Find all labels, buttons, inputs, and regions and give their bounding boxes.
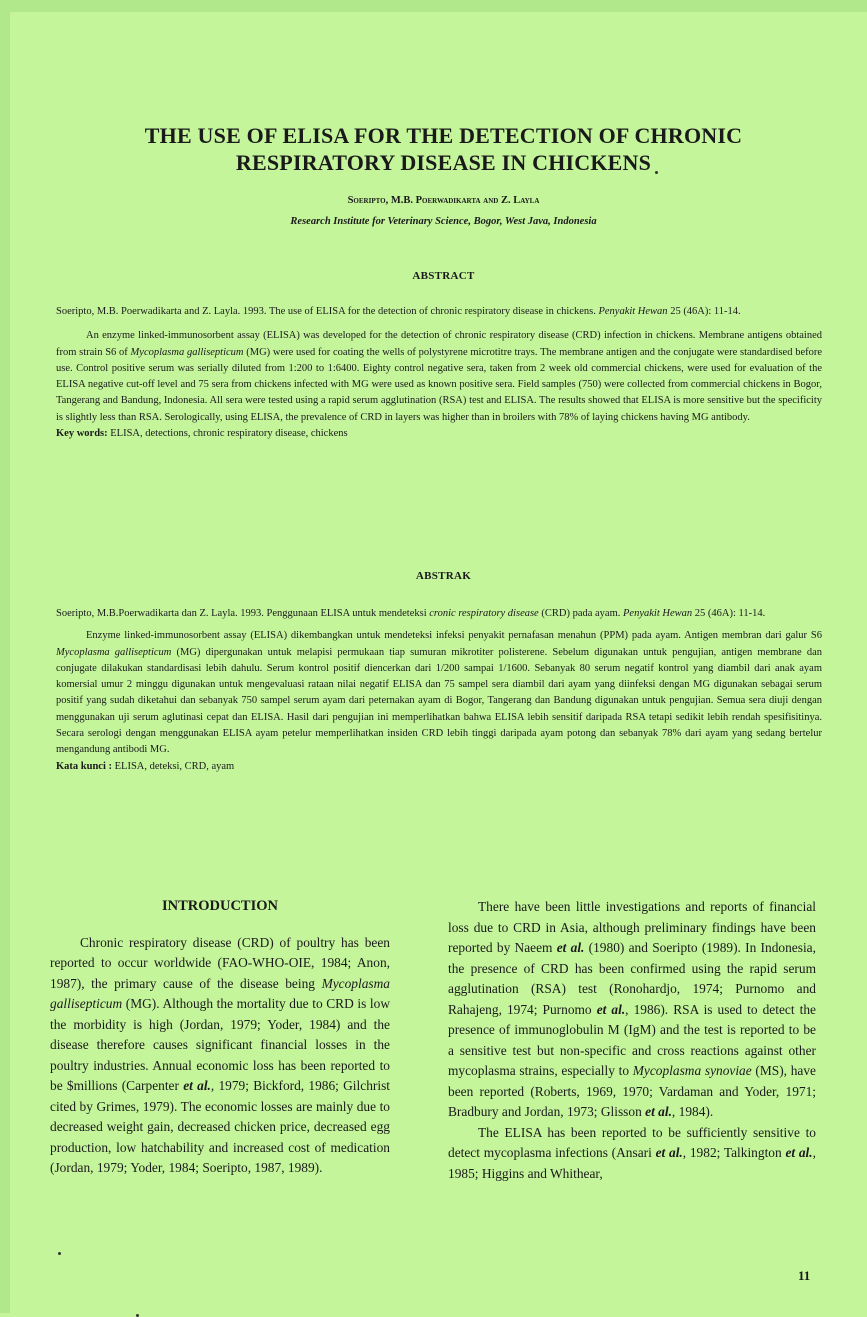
intro-p3-etal-1: et al. [655,1145,683,1160]
abstract-heading: ABSTRACT [412,270,475,282]
intro-left-column [50,896,390,1179]
kata-kunci-label: Kata kunci : [56,760,113,772]
intro-p2-etal-2: et al. [596,1001,626,1017]
abstrak-heading: ABSTRAK [415,570,472,582]
abstract-block [56,304,822,442]
authors: Soeripto, M.B. Poerwadikarta and Z. Layla [347,195,540,206]
keywords-text: ELISA, detections, chronic respiratory disease, chickens [110,428,348,440]
intro-p2-species: Mycoplasma synoviae [632,1063,752,1078]
intro-paragraph-1 [50,933,390,1179]
abstract-body-pre: An enzyme linked-immunosorbent assay (ELISA) was developed for the detection of chronic respiratory disease (CRD) infection in chickens. Membrane antigens obtained from strain S6 of [56,330,822,358]
abstrak-body-post: (MG) dipergunakan untuk melapisi permukaan tiap sumuran mikrotiter polisterene. Sebelum digunakan untuk pengujian, antigen membrane dan conjugate dilakukan standardisasi lebih dahulu. Serum kontrol positif diencerkan dari 1/200 sampai 1/1600. Sebanyak 80 serum negatif kontrol yang diambil dari anak ayam komersial umur 2 minggu digunakan untuk mengevaluasi rataan nilai negatif ELISA dan 75 sampel sera diambil dari ayam yang diinfeksi dengan MG digunakan sebagai serum positif yang sudah diketahui dan sebanyak 750 sampel serum ayam dari peternakan ayam di Bogor, Tangerang dan Bandung digunakan untuk pengujian. Semua sera diuji dengan menggunakan uji serum aglutinasi cepat dan ELISA. Hasil dari pengujian ini memperlihatkan bahwa ELISA lebih sensitif daripada RSA tetapi sedikit lebih rendah spesifisitinya. Secara serologi dengan menggunakan ELISA ayam petelur memperlihatkan insiden CRD lebih tinggi daripada ayam potong dan sebanyak 78% dari ayam yang sedang bertelur mengandung antibodi MG. [56,646,822,756]
intro-p1-c: , 1979; Bickford, 1986; Gilchrist cited by Grimes, 1979). The economic losses are mainly due to decreased weight gain, decreased chicken price, decreased egg production, low hatchability and increased cost of medication (Jordan, 1979; Yoder, 1984; Soeripto, 1987, 1989). [50,1078,390,1175]
intro-p2-c: , 1986). RSA is used to detect the presence of immunoglobulin M (IgM) and the test is reported to be a sensitive test but non-specific and cross reactions against other mycoplasma strains, especially to [448,1001,816,1078]
abstrak-species: Mycoplasma gallisepticum [56,646,172,658]
abstrak-citation-italic: cronic respiratory disease [429,608,539,619]
intro-p1-b: (MG). Although the mortality due to CRD is low the morbidity is high (Jordan, 1979; Yoder, 1984) and the disease therefore causes significant financial losses in the poultry industries. Annual economic loss has been reported to be $millions (Carpenter [50,996,390,1093]
title-line-1: THE USE OF ELISA FOR THE DETECTION OF CHRONIC [144,123,743,148]
abstrak-citation-mid: (CRD) pada ayam. [541,608,621,619]
paper-title [50,122,837,176]
abstrak-body-pre: Enzyme linked-immunosorbent assay (ELISA) dikembangkan untuk mendeteksi infeksi penyakit pernafasan menahun (PPM) pada ayam. Antigen membran dari galur S6 [86,630,822,642]
intro-right-column [448,897,816,1184]
intro-p2-b: (1980) and Soeripto (1989). In Indonesia, the presence of CRD has been confirmed using the rapid serum agglutination (RSA) test (Ronohardjo, 1974; Purnomo and Rahajeng, 1974; Purnomo [448,940,816,1017]
intro-p1-species: Mycoplasma gallisepticum [50,975,390,1011]
abstract-citation-text: Soeripto, M.B. Poerwadikarta and Z. Layla. 1993. The use of ELISA for the detection of chronic respiratory disease in chickens. [56,306,596,317]
abstrak-citation [56,606,822,622]
kata-kunci-text: ELISA, deteksi, CRD, ayam [114,760,235,772]
intro-p2-etal-3: et al. [645,1104,672,1119]
abstrak-block [56,606,822,775]
abstract-body-post: (MG) were used for coating the wells of polystyrene microtitre trays. The membrane antigen and the conjugate were standardised before use. Control positive serum was serially diluted from 1:200 to 1:6400. Eighty control negative sera, taken from 2 week old commercial chickens, were used for evaluation of the ELISA negative cut-off level and 75 sera from chickens infected with MG were used as known positive sera. Field samples (750) were collected from commercial chickens in Bogor, Tangerang and Bandung, Indonesia. All sera were tested using a rapid serum agglutination (RSA) test and ELISA. The results showed that ELISA is more sensitive but the specificity is slightly less than RSA. Serologically, using ELISA, the prevalence of CRD in layers was higher than in broilers with 78% of laying chickens having MG antibody. [56,346,823,423]
title-line-2: RESPIRATORY DISEASE IN CHICKENS [235,150,652,175]
intro-p2-a: There have been little investigations and reports of financial loss due to CRD in Asia, although preliminary findings have been reported by Naeem [448,899,816,955]
intro-p2-e: , 1984). [671,1104,714,1119]
intro-paragraph-2 [448,897,816,1123]
intro-p3-c: , 1985; Higgins and Whithear, [448,1145,816,1181]
abstract-journal: Penyakit Hewan [598,306,668,317]
keywords-label: Key words: [56,428,108,440]
abstrak-citation-tail: 25 (46A): 11-14. [694,608,766,619]
affiliation: Research Institute for Veterinary Science, Bogor, West Java, Indonesia [290,216,597,227]
abstract-species: Mycoplasma gallisepticum [130,346,244,358]
intro-p3-b: , 1982; Talkington [682,1145,782,1160]
intro-paragraph-3 [448,1123,816,1185]
speck-mark [58,1252,61,1255]
abstract-body [56,328,822,426]
intro-p2-d: (MS), have been reported (Roberts, 1969, 1970; Vardaman and Yoder, 1971; Bradbury and Jordan, 1973; Glisson [448,1063,816,1119]
intro-p3-etal-2: et al. [785,1145,813,1160]
abstrak-body [56,628,822,758]
abstract-keywords [56,426,822,442]
abstrak-keywords [56,759,822,775]
page-number: 11 [798,1268,811,1283]
abstrak-citation-text: Soeripto, M.B.Poerwadikarta dan Z. Layla. 1993. Penggunaan ELISA untuk mendeteksi [56,608,427,619]
abstrak-journal: Penyakit Hewan [623,608,693,619]
intro-p1-a: Chronic respiratory disease (CRD) of poultry has been reported to occur worldwide (FAO-WHO-OIE, 1984; Anon, 1987), the primary cause of the disease being [50,934,390,991]
intro-p1-etal: et al. [183,1078,211,1093]
speck-mark [655,171,658,174]
abstract-citation [56,304,822,320]
introduction-heading: INTRODUCTION [161,898,278,914]
abstract-citation-tail: 25 (46A): 11-14. [670,306,741,317]
intro-p3-a: The ELISA has been reported to be sufficiently sensitive to detect mycoplasma infections (Ansari [448,1124,816,1160]
intro-p2-etal-1: et al. [556,940,585,955]
